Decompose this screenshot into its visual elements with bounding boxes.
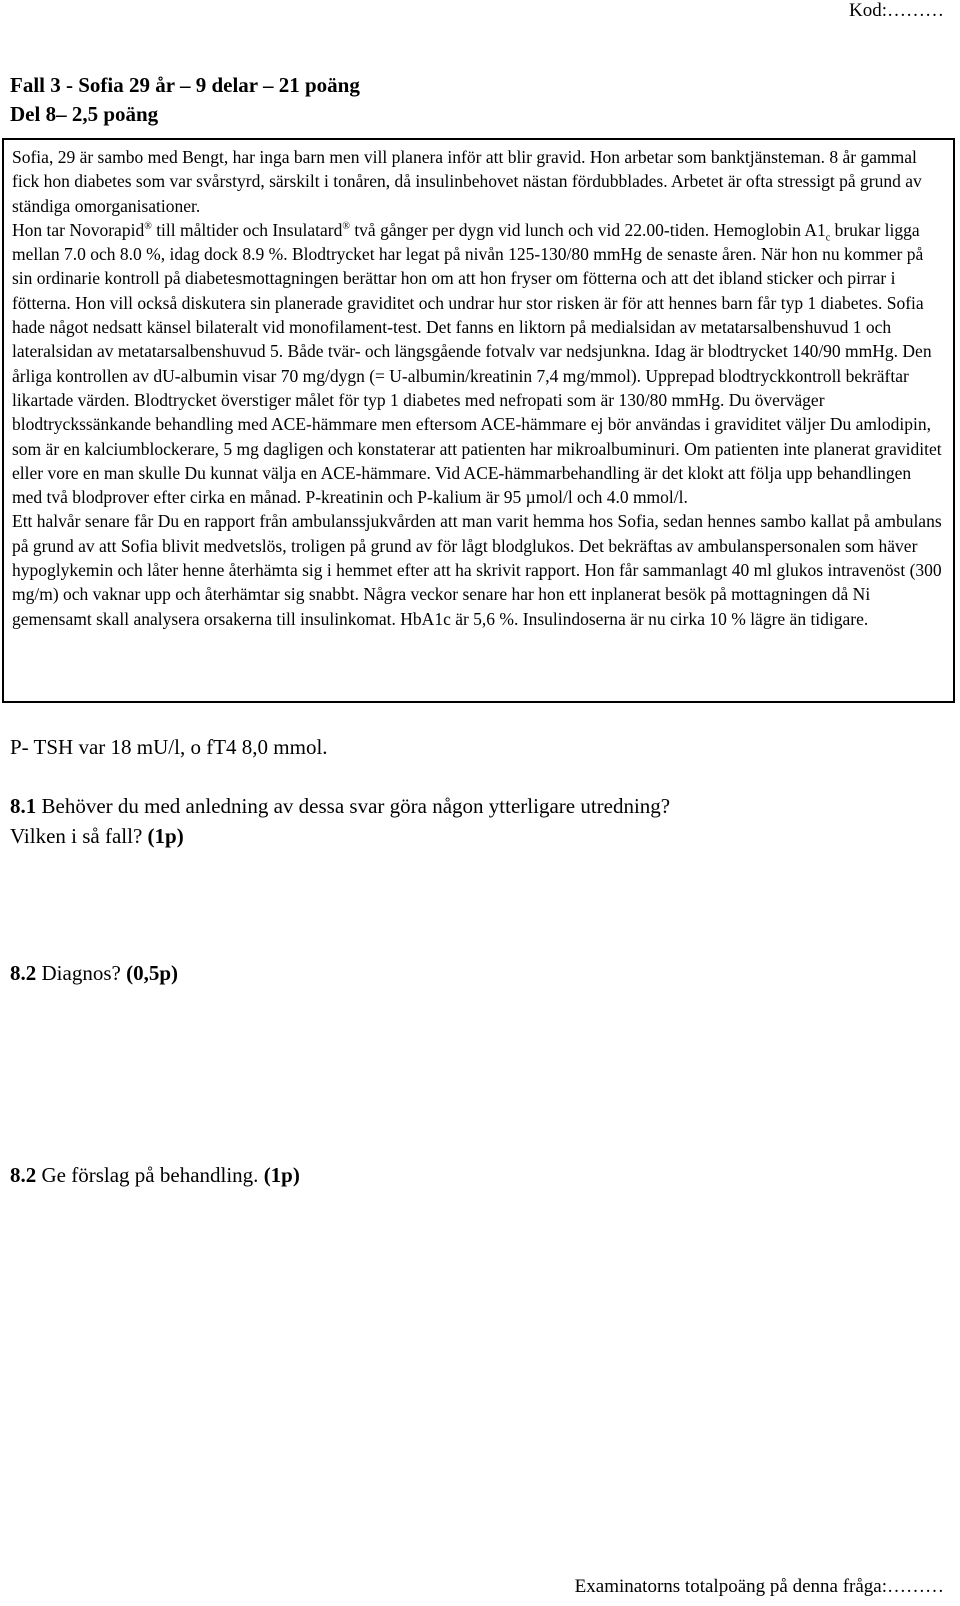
- case-paragraph-3: Ett halvår senare får Du en rapport från ambulanssjukvården att man varit hemma hos Sofia, sedan hennes sambo kallat på ambulans på grund av att Sofia blivit medvetslös, troligen på grund av för lågt blodglukos. Det bekräftas av ambulanspersonalen som häver hypoglykemin och låter henne återhämta sig i hemmet efter att ha skrivit rapport. Hon får sammanlagt 40 ml glukos intravenöst (300 mg/m) och vaknar upp och återhämtar sig snabbt. Några veckor senare har hon ett inplanerat besök på mottagningen då Ni gemensamt skall analysera orsakerna till insulinkomat. HbA1c är 5,6 %. Insulindoserna är nu cirka 10 % lägre än tidigare.: [12, 511, 942, 629]
- case-text-box: [2, 138, 955, 703]
- question-points: (1p): [263, 1163, 300, 1187]
- registered-mark: ®: [342, 220, 350, 232]
- case-title: Fall 3 - Sofia 29 år – 9 delar – 21 poäng: [10, 73, 360, 97]
- question-number: 8.2: [10, 961, 37, 985]
- lab-result: P- TSH var 18 mU/l, o fT4 8,0 mmol.: [10, 735, 328, 759]
- case-paragraph-1: Sofia, 29 är sambo med Bengt, har inga barn men vill planera inför att blir gravid. Hon arbetar som banktjänsteman. 8 år gammal fick hon diabetes som var svårstyrd, särskilt i tonåren, då insulinbehovet nästan fördubblades. Arbetet är ofta stressigt på grund av ständiga omorganisationer.: [12, 147, 922, 216]
- question-text: Ge förslag på behandling.: [36, 1163, 264, 1187]
- question-text: Behöver du med anledning av dessa svar göra någon ytterligare utredning?: [36, 794, 671, 818]
- case-paragraph-2: [12, 218, 945, 510]
- question-number: 8.2: [10, 1163, 37, 1187]
- question-text: Diagnos?: [36, 961, 127, 985]
- subscript-c: c: [825, 232, 831, 244]
- case-paragraph-2-part-b: till måltider och Insulatard: [151, 219, 343, 240]
- question-8-2-diagnosis: [10, 961, 178, 986]
- question-points: (1p): [147, 824, 184, 848]
- question-8-1: [10, 791, 670, 851]
- code-label: Kod:………: [849, 0, 944, 21]
- case-paragraph-2-part-a: Hon tar Novorapid: [12, 219, 145, 240]
- case-paragraph-2-part-c: två gånger per dygn vid lunch och vid 22.00-tiden. Hemoglobin A1: [349, 219, 826, 240]
- question-8-2-treatment: [10, 1163, 300, 1188]
- case-paragraph-2-part-d: brukar ligga mellan 7.0 och 8.0 %, idag dock 8.9 %. Blodtrycket har legat på nivån 125-130/80 mmHg de senaste åren. När hon nu kommer på sin ordinarie kontroll på diabetesmottagningen berättar hon om att hon fryser om fötterna och att det ibland sticker och pirrar i fötterna. Hon vill också diskutera sin planerade graviditet och undrar hur stor risken är för att hennes barn får typ 1 diabetes. Sofia hade något nedsatt känsel bilateralt vid monofilament-test. Det fanns en liktorn på medialsidan av metatarsalbenshuvud 1 och lateralsidan av metatarsalbenshuvud 5. Både tvär- och längsgående fotvalv var nedsjunkna. Idag är blodtrycket 140/90 mmHg. Den årliga kontrollen av dU-albumin visar 70 mg/dygn (= U-albumin/kreatinin 7,4 mg/mmol). Upprepad blodtryckkontroll bekräftar likartade värden. Blodtrycket överstiger målet för typ 1 diabetes med nefropati som är 130/80 mmHg. Du överväger blodtryckssänkande behandling med ACE-hämmare men eftersom ACE-hämmare ej bör användas i graviditet väljer Du amlodipin, som är en kalciumblockerare, 5 mg dagligen och konstaterar att patienten har mikroalbuminuri. Om patienten inte planerat graviditet eller vore en man skulle Du kunnat välja en ACE-hämmare. Vid ACE-hämmarbehandling är det klokt att följa upp behandlingen med två blodprover efter cirka en månad. P-kreatinin och P-kalium är 95 µmol/l och 4.0 mmol/l.: [12, 219, 942, 508]
- examiner-total-label: Examinatorns totalpoäng på denna fråga:………: [574, 1576, 944, 1597]
- question-points: (0,5p): [126, 961, 178, 985]
- question-text-cont: Vilken i så fall?: [10, 824, 148, 848]
- part-title: Del 8– 2,5 poäng: [10, 102, 159, 126]
- question-number: 8.1: [10, 794, 37, 818]
- registered-mark: ®: [144, 220, 152, 232]
